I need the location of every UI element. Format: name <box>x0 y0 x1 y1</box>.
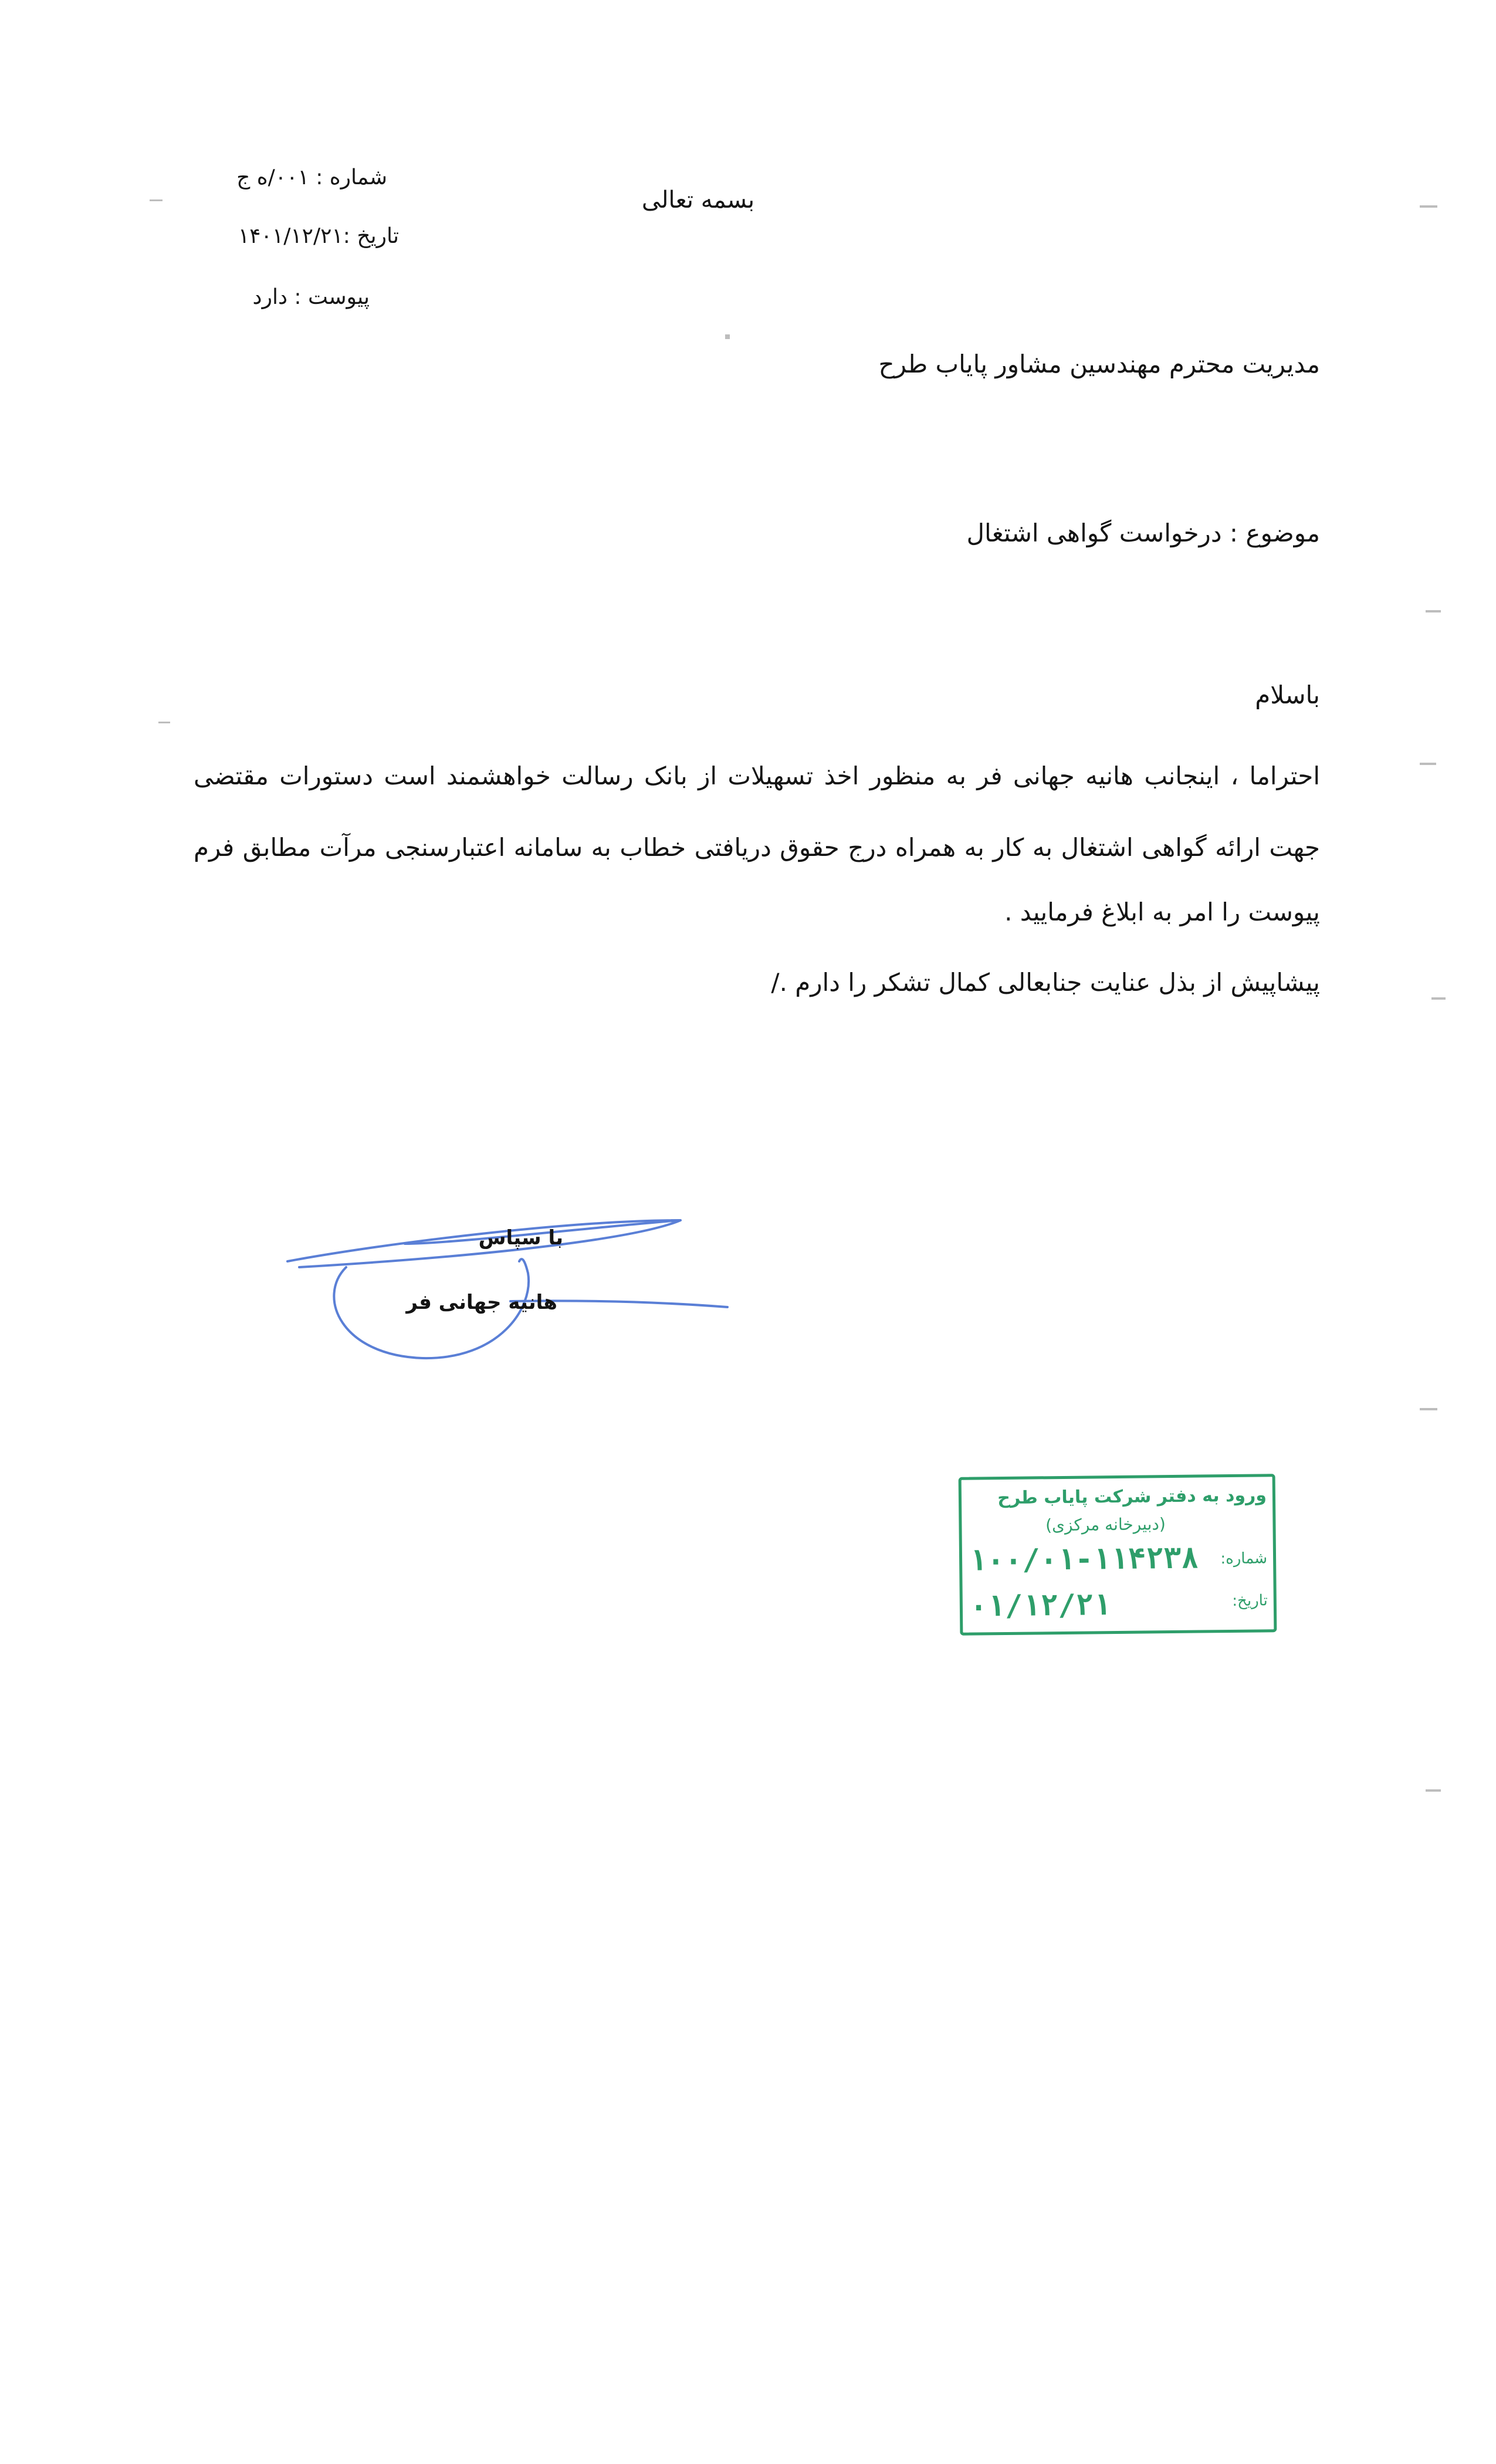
scan-speck <box>725 334 730 339</box>
scan-speck <box>1420 763 1436 765</box>
stamp-date-value: ۰۱/۱۲/۲۱ <box>969 1588 1112 1623</box>
recipient-line: مدیریت محترم مهندسین مشاور پایاب طرح <box>878 350 1320 378</box>
letter-attachment: پیوست : دارد <box>252 285 370 309</box>
body-line-1: احتراما ، اینجانب هانیه جهانی فر به منظور اخذ تسهیلات از بانک رسالت خواهشمند است دستورات مقتضی <box>194 761 1320 790</box>
stamp-number-label: شماره: <box>1220 1549 1268 1568</box>
closing-line: پیشاپیش از بذل عنایت جنابعالی کمال تشکر را دارم ./ <box>771 968 1320 997</box>
scan-speck <box>1426 610 1441 612</box>
body-line-3: پیوست را امر به ابلاغ فرمایید . <box>1004 898 1320 926</box>
body-line-2: جهت ارائه گواهی اشتغال به کار به همراه درج حقوق دریافتی خطاب به سامانه اعتبارسنجی مرآت مطابق فرم <box>194 833 1320 862</box>
invocation-heading: بسمه تعالی <box>641 187 755 214</box>
scan-speck <box>1431 997 1446 1000</box>
signature-thanks: با سپاس <box>478 1226 563 1250</box>
scan-speck <box>1426 1789 1441 1792</box>
letter-number: شماره : ۰۰۱/ه ج <box>236 165 387 189</box>
stamp-title: ورود به دفتر شرکت پایاب طرح <box>997 1485 1267 1509</box>
stamp-number-value: ۱۰۰/۰۱-۱۱۴۲۳۸ <box>969 1541 1199 1578</box>
letter-date: تاریخ :۱۴۰۱/۱۲/۲۱ <box>238 224 399 248</box>
signatory-name: هانیه جهانی فر <box>406 1291 557 1314</box>
greeting: باسلام <box>1255 681 1320 709</box>
stamp-date-label: تاریخ: <box>1232 1592 1268 1610</box>
scan-speck <box>150 199 163 201</box>
scan-speck <box>1420 205 1437 208</box>
scan-speck <box>1420 1408 1437 1410</box>
stamp-subtitle: (دبیرخانه مرکزی) <box>1045 1514 1166 1535</box>
receipt-stamp <box>959 1474 1277 1636</box>
scan-speck <box>158 722 170 723</box>
subject-line: موضوع : درخواست گواهی اشتغال <box>966 519 1320 547</box>
